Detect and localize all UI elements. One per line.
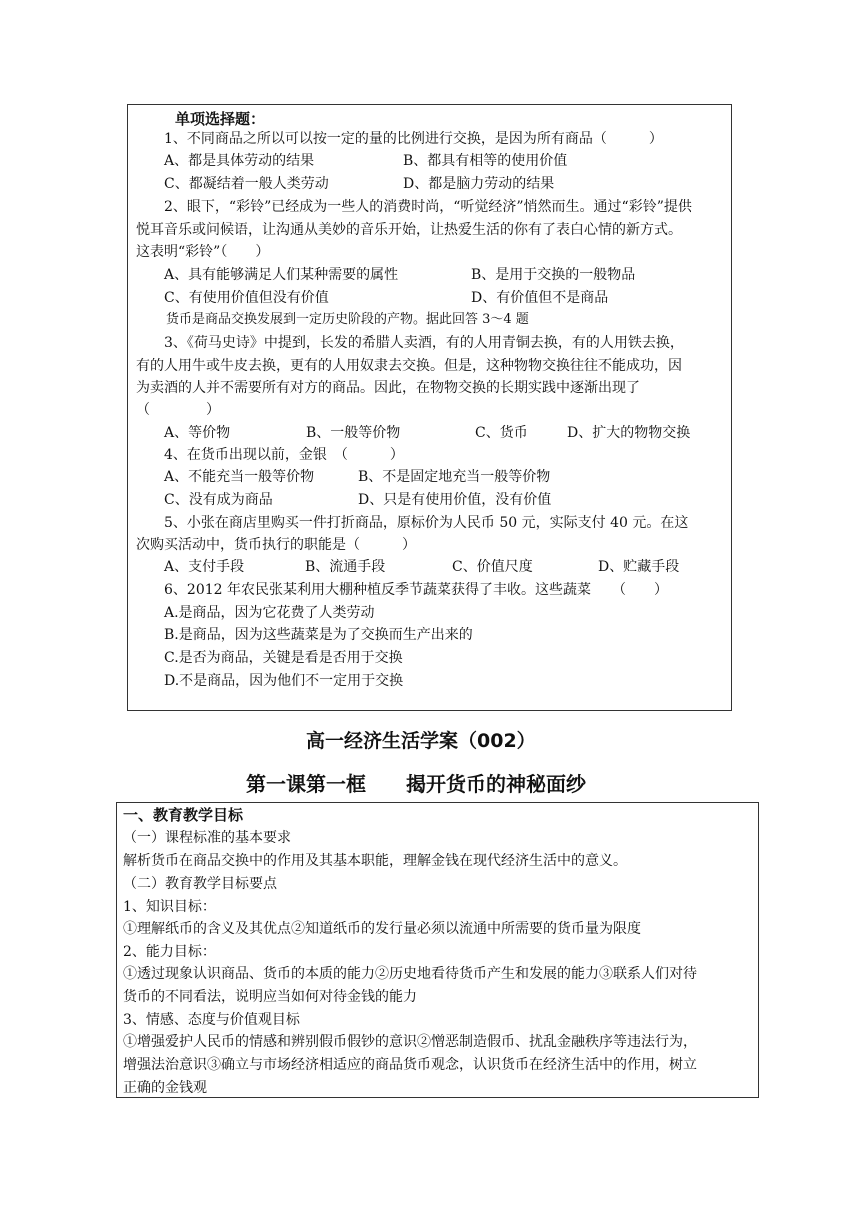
ability-text-line2: 货币的不同看法，说明应当如何对待金钱的能力 xyxy=(123,989,417,1005)
q2-option-c: C、有使用价值但没有价值 xyxy=(164,290,329,306)
q5-option-a: A、支付手段 xyxy=(164,559,245,575)
q1-option-d: D、都是脑力劳动的结果 xyxy=(403,176,555,192)
q2-option-a: A、具有能够满足人们某种需要的属性 xyxy=(164,267,399,283)
lesson-title: 第一课第一框 揭开货币的神秘面纱 xyxy=(246,772,586,796)
emotion-text-line2: 增强法治意识③确立与市场经济相适应的商品货币观念，认识货币在经济生活中的作用，树立 xyxy=(123,1057,697,1073)
q3-stem-line3: 为卖酒的人并不需要所有对方的商品。因此，在物物交换的长期实践中逐渐出现了 xyxy=(136,380,640,396)
q3-stem-line1: 3、《荷马史诗》中提到，长发的希腊人卖酒，有的人用青铜去换，有的人用铁去换， xyxy=(164,335,684,351)
q3-stem-line2: 有的人用牛或牛皮去换，更有的人用奴隶去交换。但是，这种物物交换往往不能成功，因 xyxy=(136,358,682,374)
q3-option-d: D、扩大的物物交换 xyxy=(567,425,691,441)
knowledge-title: 1、知识目标： xyxy=(123,899,216,915)
q2-stem-line1: 2、眼下，“彩铃”已经成为一些人的消费时尚，“听觉经济”悄然而生。通过“彩铃”提供 xyxy=(164,199,692,215)
q3-option-a: A、等价物 xyxy=(164,425,231,441)
q6-stem: 6、2012 年农民张某利用大棚种植反季节蔬菜获得了丰收。这些蔬菜 （ ） xyxy=(164,582,668,598)
quiz-title: 单项选择题： xyxy=(175,110,266,128)
q3-option-c: C、货币 xyxy=(475,425,528,441)
knowledge-text: ①理解纸币的含义及其优点②知道纸币的发行量必须以流通中所需要的货币量为限度 xyxy=(123,921,641,937)
q1-option-b: B、都具有相等的使用价值 xyxy=(403,153,568,169)
emotion-text-line3: 正确的金钱观 xyxy=(123,1080,207,1096)
q2-stem-line3: 这表明“彩铃”（ ） xyxy=(136,244,270,260)
q6-option-c: C.是否为商品，关键是看是否用于交换 xyxy=(164,650,403,666)
q2-stem-line2: 悦耳音乐或问候语，让沟通从美妙的音乐开始，让热爱生活的你有了表白心情的新方式。 xyxy=(136,222,682,238)
q4-option-a: A、不能充当一般等价物 xyxy=(164,469,315,485)
q3-stem-line4: （ ） xyxy=(136,402,220,418)
ability-title: 2、能力目标： xyxy=(123,944,216,960)
ability-text-line1: ①透过现象认识商品、货币的本质的能力②历史地看待货币产生和发展的能力③联系人们对待 xyxy=(123,966,697,982)
objectives-sub1: （一）课程标准的基本要求 xyxy=(123,830,291,846)
q1-option-a: A、都是具体劳动的结果 xyxy=(164,153,315,169)
q5-option-c: C、价值尺度 xyxy=(452,559,533,575)
q1-stem: 1、不同商品之所以可以按一定的量的比例进行交换，是因为所有商品（ ） xyxy=(164,131,663,147)
q3-4-note: 货币是商品交换发展到一定历史阶段的产物。据此回答 3～4 题 xyxy=(166,312,529,327)
q4-option-b: B、不是固定地充当一般等价物 xyxy=(358,469,551,485)
q5-stem-line2: 次购买活动中，货币执行的职能是（ ） xyxy=(136,537,416,553)
q5-option-b: B、流通手段 xyxy=(305,559,386,575)
q4-stem: 4、在货币出现以前，金银 （ ） xyxy=(164,447,404,463)
q4-option-c: C、没有成为商品 xyxy=(164,492,273,508)
emotion-title: 3、情感、态度与价值观目标 xyxy=(123,1012,300,1028)
objectives-heading: 一、教育教学目标 xyxy=(123,806,244,824)
q1-option-c: C、都凝结着一般人类劳动 xyxy=(164,176,329,192)
emotion-text-line1: ①增强爱护人民币的情感和辨别假币假钞的意识②憎恶制造假币、扰乱金融秩序等违法行为， xyxy=(123,1034,697,1050)
q6-option-a: A.是商品，因为它花费了人类劳动 xyxy=(164,605,375,621)
objectives-sub1-text: 解析货币在商品交换中的作用及其基本职能，理解金钱在现代经济生活中的意义。 xyxy=(123,853,627,869)
q5-stem-line1: 5、小张在商店里购买一件打折商品，原标价为人民币 50 元，实际支付 40 元。在这 xyxy=(164,515,689,531)
q3-option-b: B、一般等价物 xyxy=(306,425,401,441)
q6-option-d: D.不是商品，因为他们不一定用于交换 xyxy=(164,673,404,689)
q4-option-d: D、只是有使用价值，没有价值 xyxy=(358,492,552,508)
q2-option-d: D、有价值但不是商品 xyxy=(471,290,609,306)
objectives-sub2: （二）教育教学目标要点 xyxy=(123,876,277,892)
q5-option-d: D、贮藏手段 xyxy=(598,559,680,575)
q2-option-b: B、是用于交换的一般物品 xyxy=(471,267,636,283)
q6-option-b: B.是商品，因为这些蔬菜是为了交换而生产出来的 xyxy=(164,627,473,643)
doc-title: 高一经济生活学案（002） xyxy=(306,730,536,752)
